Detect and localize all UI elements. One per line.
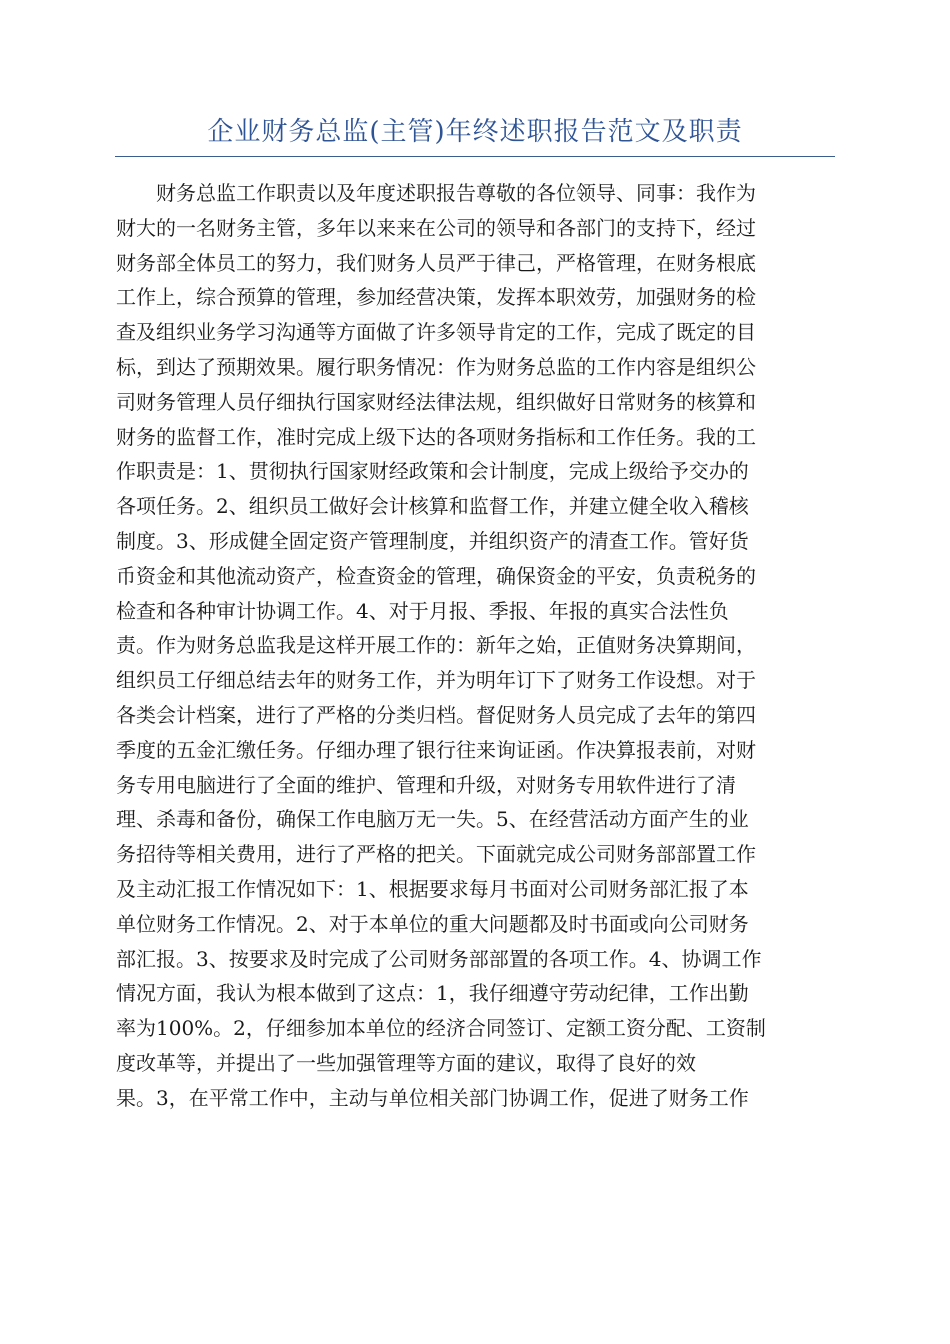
text-line: 组织员工仔细总结去年的财务工作，并为明年订下了财务工作设想。对于 bbox=[116, 668, 756, 693]
text-line: 作职责是：1、贯彻执行国家财经政策和会计制度，完成上级给予交办的 bbox=[116, 459, 749, 484]
text-line: 季度的五金汇缴任务。仔细办理了银行往来询证函。作决算报表前，对财 bbox=[116, 737, 756, 762]
text-line: 工作上，综合预算的管理，参加经营决策，发挥本职效劳，加强财务的检 bbox=[116, 285, 756, 310]
text-line: 各项任务。2、组织员工做好会计核算和监督工作，并建立健全收入稽核 bbox=[116, 494, 749, 519]
text-line: 标，到达了预期效果。履行职务情况：作为财务总监的工作内容是组织公 bbox=[116, 354, 756, 379]
title-block bbox=[115, 112, 835, 157]
text-line: 检查和各种审计协调工作。4、对于月报、季报、年报的真实合法性负 bbox=[116, 598, 729, 623]
text-line: 务专用电脑进行了全面的维护、管理和升级，对财务专用软件进行了清 bbox=[116, 772, 736, 797]
text-line: 各类会计档案，进行了严格的分类归档。督促财务人员完成了去年的第四 bbox=[116, 702, 756, 727]
text-line: 司财务管理人员仔细执行国家财经法律法规，组织做好日常财务的核算和 bbox=[116, 389, 756, 414]
text-line: 财务的监督工作，准时完成上级下达的各项财务指标和工作任务。我的工 bbox=[116, 424, 756, 449]
text-line: 财务部全体员工的努力，我们财务人员严于律己，严格管理，在财务根底 bbox=[116, 250, 756, 275]
text-line: 果。3，在平常工作中，主动与单位相关部门协调工作，促进了财务工作 bbox=[116, 1085, 749, 1110]
text-line: 查及组织业务学习沟通等方面做了许多领导肯定的工作，完成了既定的目 bbox=[116, 320, 756, 345]
text-line: 制度。3、形成健全固定资产管理制度，并组织资产的清查工作。管好货 bbox=[116, 528, 749, 553]
page-title: 企业财务总监(主管)年终述职报告范文及职责 bbox=[207, 117, 743, 147]
text-line: 理、杀毒和备份，确保工作电脑万无一失。5、在经营活动方面产生的业 bbox=[116, 807, 749, 832]
body-paragraph bbox=[116, 176, 836, 1116]
text-line: 币资金和其他流动资产，检查资金的管理，确保资金的平安，负责税务的 bbox=[116, 563, 756, 588]
text-line: 及主动汇报工作情况如下：1、根据要求每月书面对公司财务部汇报了本 bbox=[116, 876, 749, 901]
text-line: 务招待等相关费用，进行了严格的把关。下面就完成公司财务部部置工作 bbox=[116, 842, 756, 867]
text-line: 部汇报。3、按要求及时完成了公司财务部部置的各项工作。4、协调工作 bbox=[116, 946, 762, 971]
text-line: 率为100%。2，仔细参加本单位的经济合同签订、定额工资分配、工资制 bbox=[116, 1016, 766, 1041]
text-line: 责。作为财务总监我是这样开展工作的：新年之始，正值财务决算期间， bbox=[116, 633, 756, 658]
text-line: 情况方面，我认为根本做到了这点：1，我仔细遵守劳动纪律，工作出勤 bbox=[116, 981, 749, 1006]
text-line: 财大的一名财务主管，多年以来来在公司的领导和各部门的支持下，经过 bbox=[116, 215, 756, 240]
text-line: 单位财务工作情况。2、对于本单位的重大问题都及时书面或向公司财务 bbox=[116, 911, 749, 936]
text-line: 财务总监工作职责以及年度述职报告尊敬的各位领导、同事：我作为 bbox=[156, 181, 756, 205]
text-line: 度改革等，并提出了一些加强管理等方面的建议，取得了良好的效 bbox=[116, 1050, 696, 1075]
